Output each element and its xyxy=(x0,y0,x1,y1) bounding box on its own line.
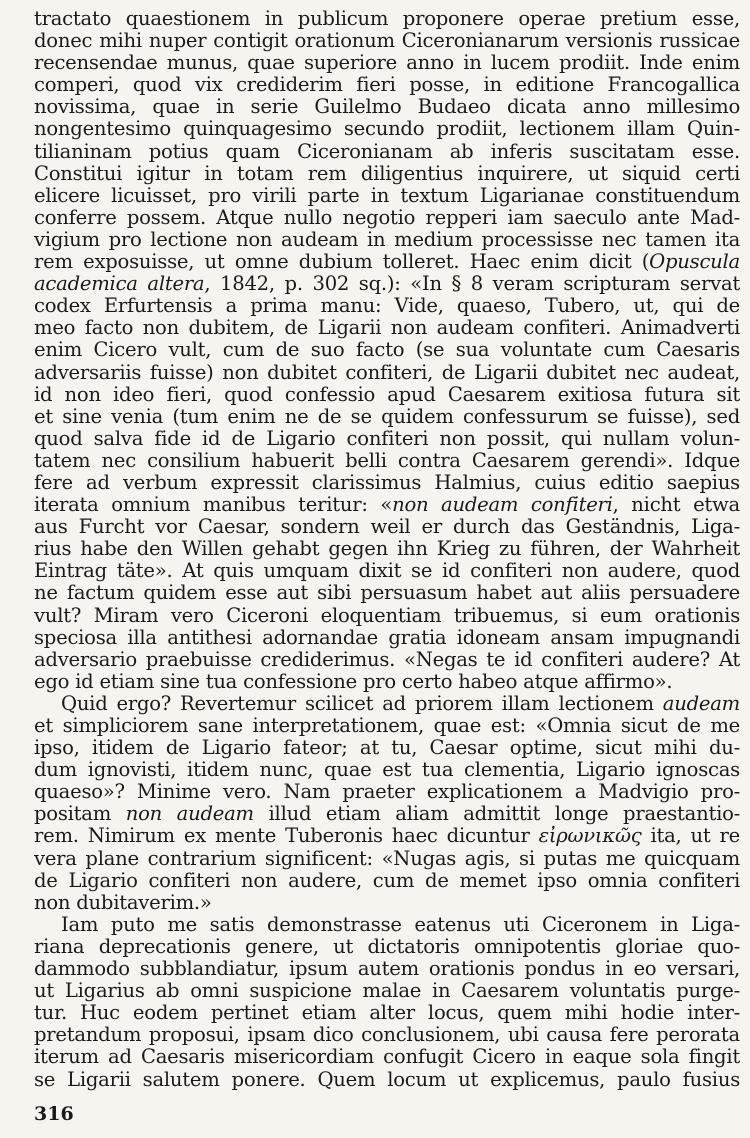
italic-text: non audeam confiteri xyxy=(392,494,613,517)
line-text: se Ligarii salutem ponere. Quem locum ut explicemus, paulo fusius xyxy=(34,1068,740,1091)
line-text: comperi, quod vix crediderim fieri posse, in editione Francogallica xyxy=(34,74,740,97)
text-line xyxy=(34,30,740,52)
text-line xyxy=(34,605,740,627)
line-text: vigium pro lectione non audeam in medium processisse nec tamen ita xyxy=(34,228,740,251)
text-line xyxy=(34,936,740,958)
line-text: ipso, itidem de Ligario fateor; at tu, Caesar optime, sicut mihi du- xyxy=(34,737,740,760)
line-text: meo facto non dubitem, de Ligarii non audeam confiteri. Animadverti xyxy=(34,317,740,340)
text-line xyxy=(34,185,740,207)
text-line xyxy=(34,74,740,96)
text-line xyxy=(34,494,740,516)
line-text: elicere licuisset, pro virili parte in textum Ligarianae constituendum xyxy=(34,184,740,207)
line-text: conferre possem. Atque nullo negotio repperi iam saeculo ante Mad- xyxy=(34,206,740,229)
text-line xyxy=(34,1069,740,1091)
line-text: adversariis fuisse) non dubitet confiteri, de Ligarii dubitet nec audeat, xyxy=(34,361,740,384)
text-line xyxy=(34,428,740,450)
line-text: nongentesimo quinquagesimo secundo prodiit, lectionem illam Quin- xyxy=(34,118,740,141)
line-text: dum ignovisti, itidem nunc, quae est tua clementia, Ligario ignoscas xyxy=(34,759,740,782)
text-line xyxy=(34,538,740,560)
text-line xyxy=(34,737,740,759)
line-text: quaeso»? Minime vero. Nam praeter explicationem a Madvigio pro- xyxy=(34,781,740,804)
line-text: rius habe den Willen gehabt gegen ihn Krieg zu führen, der Wahrheit xyxy=(34,538,740,561)
line-text: pretandum proposui, ipsam dico conclusionem, ubi causa fere perorata xyxy=(34,1024,740,1047)
text-line xyxy=(34,825,740,847)
text-line xyxy=(34,516,740,538)
text-line xyxy=(34,450,740,472)
text-line xyxy=(34,118,740,140)
line-text: fere ad verbum expressit clarissimus Halmius, cuius editio saepius xyxy=(34,471,740,494)
text-line xyxy=(34,870,740,892)
text-line xyxy=(34,141,740,163)
text-line xyxy=(34,96,740,118)
text-line xyxy=(34,649,740,671)
line-text: positam xyxy=(34,803,126,826)
italic-text: academica altera xyxy=(34,273,205,296)
text-line xyxy=(34,803,740,825)
line-text: Iam puto me satis demonstrasse eatenus uti Ciceronem in Liga- xyxy=(61,913,740,936)
text-line xyxy=(34,472,740,494)
text-line xyxy=(34,627,740,649)
line-text: donec mihi nuper contigit orationum Ciceronianarum versionis russicae xyxy=(34,30,740,53)
page-number: 316 xyxy=(34,1103,74,1125)
line-text: Constitui igitur in totam rem diligentius inquirere, ut siquid certi xyxy=(34,162,740,185)
line-text: id non ideo fieri, quod confessio apud Caesarem exitiosa futura sit xyxy=(34,383,740,406)
text-line xyxy=(34,980,740,1002)
text-line xyxy=(34,914,740,936)
line-text: codex Erfurtensis a prima manu: Vide, quaeso, Tubero, ut, qui de xyxy=(34,295,740,318)
text-line xyxy=(34,295,740,317)
text-line xyxy=(34,8,740,30)
text-line xyxy=(34,1046,740,1068)
text-line xyxy=(34,1024,740,1046)
line-text-after: ita, ut re xyxy=(641,825,740,848)
line-text: rem. Nimirum ex mente Tuberonis haec dicuntur xyxy=(34,825,539,848)
text-line xyxy=(34,582,740,604)
text-line xyxy=(34,693,740,715)
text-line xyxy=(34,759,740,781)
line-text: vult? Miram vero Ciceroni eloquentiam tribuemus, si eum orationis xyxy=(34,604,740,627)
line-text: enim Cicero vult, cum de suo facto (se sua voluntate cum Caesaris xyxy=(34,339,740,362)
text-line xyxy=(34,52,740,74)
line-text: et simpliciorem sane interpretationem, quae est: «Omnia sicut de me xyxy=(34,715,740,737)
line-text: ut Ligarius ab omni suspicione malae in Caesarem voluntatis purge- xyxy=(34,980,740,1003)
italic-text: Opuscula xyxy=(649,251,740,274)
text-line xyxy=(34,892,740,914)
line-text: ego id etiam sine tua confessione pro certo habeo atque affirmo». xyxy=(34,670,673,693)
text-line xyxy=(34,715,740,737)
line-text: riana deprecationis genere, ut dictatoris omnipotentis gloriae quo- xyxy=(34,935,740,958)
line-text: et sine venia (tum enim ne de se quidem confessurum se fuisse), sed xyxy=(34,405,740,428)
italic-text: εἰρωνικῶς xyxy=(538,825,642,848)
line-text: speciosa illa antithesi adornandae gratia idoneam ansam impugnandi xyxy=(34,626,740,649)
text-line xyxy=(34,317,740,339)
text-line xyxy=(34,273,740,295)
line-text: vera plane contrarium significent: «Nugas agis, si putas me quicquam xyxy=(34,847,740,870)
text-line xyxy=(34,163,740,185)
text-line xyxy=(34,958,740,980)
line-text: quod salva fide id de Ligario confiteri non possit, qui nullam volun- xyxy=(34,427,740,450)
italic-text: audeam xyxy=(662,692,740,715)
text-line xyxy=(34,339,740,361)
text-line xyxy=(34,1002,740,1024)
line-text: adversario praebuisse crediderimus. «Negas te id confiteri audere? At xyxy=(34,648,740,671)
text-line xyxy=(34,781,740,803)
line-text: Quid ergo? Revertemur scilicet ad priorem illam lectionem xyxy=(61,692,663,715)
text-line xyxy=(34,229,740,251)
line-text: iterum ad Caesaris misericordiam confugit Cicero in eaque sola fingit xyxy=(34,1046,740,1069)
text-line xyxy=(34,251,740,273)
text-line xyxy=(34,671,740,693)
line-text: Eintrag täte». At quis umquam dixit se id confiteri non audere, quod xyxy=(34,560,740,583)
line-text: tur. Huc eodem pertinet etiam alter locus, quem mihi hodie inter- xyxy=(34,1002,740,1025)
line-text: non dubitaverim.» xyxy=(34,891,212,914)
line-text: rem exposuisse, ut omne dubium tolleret. Haec enim dicit ( xyxy=(34,251,650,274)
line-text: ne factum quidem esse aut sibi persuasum habet aut aliis persuadere xyxy=(34,582,740,605)
text-line xyxy=(34,362,740,384)
line-text-after: illud etiam aliam admittit longe praestantio- xyxy=(253,803,740,826)
text-line xyxy=(34,384,740,406)
line-text-after: , 1842, p. 302 sq.): «In § 8 veram scripturam servat xyxy=(204,273,740,296)
text-line xyxy=(34,848,740,870)
line-text: tractato quaestionem in publicum proponere operae pretium esse, xyxy=(34,8,740,30)
text-line xyxy=(34,560,740,582)
body-text xyxy=(34,8,740,1091)
italic-text: non audeam xyxy=(125,803,254,826)
line-text: de Ligario confiteri non audere, cum de memet ipso omnia confiteri xyxy=(34,869,740,892)
text-line xyxy=(34,207,740,229)
line-text: novissima, quae in serie Guilelmo Budaeo dicata anno millesimo xyxy=(34,96,740,119)
line-text: aus Furcht vor Caesar, sondern weil er durch das Geständnis, Liga- xyxy=(34,516,740,539)
line-text-after: , nicht etwa xyxy=(612,494,740,517)
line-text: iterata omnium manibus teritur: « xyxy=(34,494,393,517)
line-text: tatem nec consilium habuerit belli contra Caesarem gerendi». Idque xyxy=(34,449,740,472)
line-text: recensendae munus, quae superiore anno in lucem prodiit. Inde enim xyxy=(34,52,740,75)
line-text: dammodo subblandiatur, ipsum autem orationis pondus in eo versari, xyxy=(34,958,740,981)
text-line xyxy=(34,406,740,428)
line-text: tilianinam potius quam Ciceronianam ab inferis suscitatam esse. xyxy=(34,140,740,163)
